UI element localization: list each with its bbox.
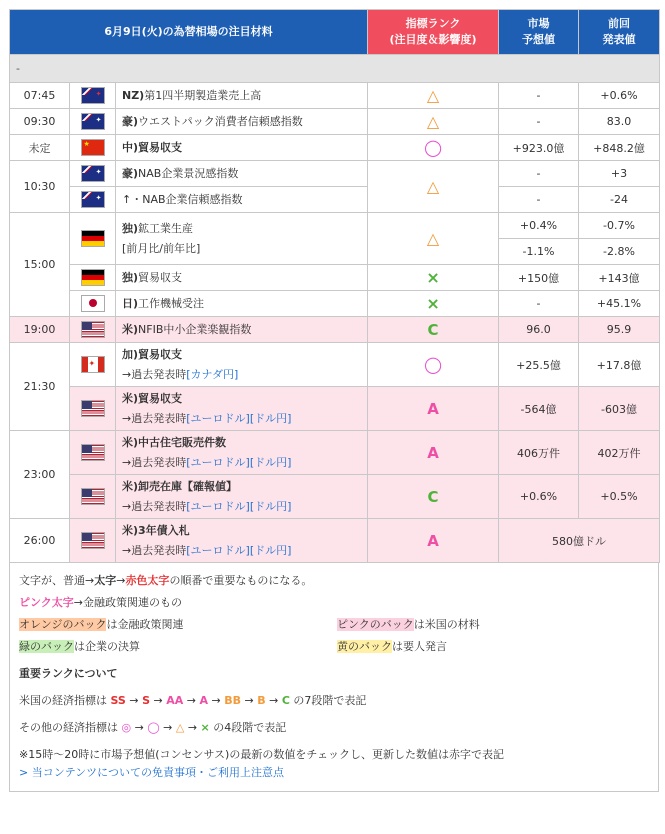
flag-au-icon (81, 165, 105, 182)
event-cell: 米)中古住宅販売件数 →過去発表時[ユーロドル][ドル円] (116, 431, 368, 475)
forecast-cell: 406万件 (499, 431, 579, 475)
table-row (10, 213, 660, 239)
rank-triangle-icon: △ (426, 228, 440, 248)
previous-cell: -24 (579, 187, 660, 213)
rank-cross-icon: × (426, 267, 440, 287)
flag-us-icon (81, 488, 105, 505)
event-cell: 独)貿易収支 (116, 265, 368, 291)
flag-de-icon (81, 269, 105, 286)
flag-us-icon (81, 400, 105, 417)
table-row (10, 317, 660, 343)
separator-row: - (10, 55, 660, 83)
time-cell: 26:00 (10, 519, 70, 563)
time-cell: 19:00 (10, 317, 70, 343)
usdjpy-link[interactable]: [ドル円] (249, 411, 292, 425)
forecast-cell: - (499, 187, 579, 213)
rank-triangle-icon: △ (426, 176, 440, 196)
flag-au-icon (81, 113, 105, 130)
time-cell: 09:30 (10, 109, 70, 135)
forecast-cell: +25.5億 (499, 343, 579, 387)
rank-a-badge: A (427, 443, 439, 462)
table-row (10, 291, 660, 317)
flag-nz-icon (81, 87, 105, 104)
table-row (10, 431, 660, 475)
legend-notes (9, 563, 659, 792)
forecast-cell: +0.6% (499, 475, 579, 519)
rank-c-badge: C (427, 320, 439, 339)
table-row (10, 387, 660, 431)
table-row (10, 83, 660, 109)
time-cell: 未定 (10, 135, 70, 161)
time-cell: 15:00 (10, 213, 70, 317)
previous-cell: +3 (579, 161, 660, 187)
rank-circle-icon: ◯ (424, 137, 442, 157)
rank-c-badge: C (427, 487, 439, 506)
previous-header (579, 10, 660, 55)
forecast-header-line2: 予想値 (522, 33, 556, 46)
forecast-cell: 580億ドル (499, 519, 660, 563)
event-cell: 米)NFIB中小企業楽観指数 (116, 317, 368, 343)
usdjpy-link[interactable]: [ドル円] (249, 543, 292, 557)
eurusd-link[interactable]: [ユーロドル] (186, 499, 250, 513)
event-cell: 日)工作機械受注 (116, 291, 368, 317)
forecast-cell: -1.1% (499, 239, 579, 265)
economic-calendar-table (9, 9, 660, 563)
previous-cell: +848.2億 (579, 135, 660, 161)
time-cell: 07:45 (10, 83, 70, 109)
forecast-cell: - (499, 161, 579, 187)
time-cell: 23:00 (10, 431, 70, 519)
previous-cell: 402万件 (579, 431, 660, 475)
previous-cell: 95.9 (579, 317, 660, 343)
table-row (10, 265, 660, 291)
table-row (10, 135, 660, 161)
event-cell: 独)鉱工業生産 [前月比/前年比] (116, 213, 368, 265)
eurusd-link[interactable]: [ユーロドル] (186, 455, 250, 469)
note-bg-row1: オレンジのバックは金融政策関連 ピンクのバックは米国の材料 (19, 618, 480, 631)
previous-cell: +0.5% (579, 475, 660, 519)
calendar-panel (9, 9, 659, 792)
flag-us-icon (81, 444, 105, 461)
event-cell: 加)貿易収支 →過去発表時[カナダ円] (116, 343, 368, 387)
flag-ca-icon (81, 356, 105, 373)
table-row (10, 343, 660, 387)
table-title: 6月9日(火)の為替相場の注目材料 (10, 10, 368, 55)
forecast-cell: +0.4% (499, 213, 579, 239)
previous-cell: -0.7% (579, 213, 660, 239)
flag-us-icon (81, 532, 105, 549)
header-row (10, 10, 660, 55)
usdjpy-link[interactable]: [ドル円] (249, 455, 292, 469)
note-pink-bold: ピンク太字→金融政策関連のもの (19, 596, 182, 609)
event-cell: ↑・NAB企業信頼感指数 (116, 187, 368, 213)
forecast-header-line1: 市場 (527, 17, 550, 30)
previous-cell: +45.1% (579, 291, 660, 317)
previous-header-line2: 発表値 (602, 33, 636, 46)
rank-a-badge: A (427, 399, 439, 418)
event-cell: 豪)ウエストパック消費者信頼感指数 (116, 109, 368, 135)
forecast-cell: +150億 (499, 265, 579, 291)
flag-au-icon (81, 191, 105, 208)
table-row (10, 187, 660, 213)
forecast-cell: +923.0億 (499, 135, 579, 161)
event-cell: 豪)NAB企業景況感指数 (116, 161, 368, 187)
cadjpy-link[interactable]: [カナダ円] (186, 367, 239, 381)
eurusd-link[interactable]: [ユーロドル] (186, 411, 250, 425)
event-cell: 中)貿易収支 (116, 135, 368, 161)
table-row (10, 475, 660, 519)
rank-cross-icon: × (426, 293, 440, 313)
previous-cell: +143億 (579, 265, 660, 291)
event-cell: 米)3年債入札 →過去発表時[ユーロドル][ドル円] (116, 519, 368, 563)
rank-a-badge: A (427, 531, 439, 550)
rank-header (368, 10, 499, 55)
note-other-ranks: その他の経済指標は ◎ → ◯ → △ → × の4段階で表記 (19, 721, 287, 734)
note-bg-row2: 緑のバックは企業の決算 黄のバックは要人発言 (19, 640, 447, 653)
previous-cell: +0.6% (579, 83, 660, 109)
note-text-weight: 文字が、普通→太字→赤色太字の順番で重要なものになる。 (19, 574, 313, 587)
previous-cell: -603億 (579, 387, 660, 431)
rank-triangle-icon: △ (426, 85, 440, 105)
event-cell: 米)貿易収支 →過去発表時[ユーロドル][ドル円] (116, 387, 368, 431)
flag-us-icon (81, 321, 105, 338)
rank-triangle-icon: △ (426, 111, 440, 131)
forecast-cell: - (499, 109, 579, 135)
note-us-ranks: 米国の経済指標は SS → S → AA → A → BB → B → C の7段階で表記 (19, 694, 367, 707)
forecast-header (499, 10, 579, 55)
rank-circle-icon: ◯ (424, 354, 442, 374)
flag-de-icon (81, 230, 105, 247)
previous-cell: 83.0 (579, 109, 660, 135)
previous-cell: +17.8億 (579, 343, 660, 387)
forecast-cell: - (499, 83, 579, 109)
rank-header-line2: (注目度＆影響度) (389, 33, 477, 46)
table-row (10, 519, 660, 563)
previous-header-line1: 前回 (608, 17, 631, 30)
table-row (10, 161, 660, 187)
forecast-cell: 96.0 (499, 317, 579, 343)
forecast-cell: - (499, 291, 579, 317)
disclaimer-link[interactable]: > 当コンテンツについての免責事項・ご利用上注意点 (19, 766, 284, 779)
event-cell: NZ)第1四半期製造業売上高 (116, 83, 368, 109)
previous-cell: -2.8% (579, 239, 660, 265)
forecast-cell: -564億 (499, 387, 579, 431)
time-cell: 10:30 (10, 161, 70, 213)
event-cell: 米)卸売在庫【確報値】 →過去発表時[ユーロドル][ドル円] (116, 475, 368, 519)
eurusd-link[interactable]: [ユーロドル] (186, 543, 250, 557)
time-cell: 21:30 (10, 343, 70, 431)
flag-cn-icon (81, 139, 105, 156)
rank-header-line1: 指標ランク (405, 17, 461, 30)
usdjpy-link[interactable]: [ドル円] (249, 499, 292, 513)
table-row (10, 109, 660, 135)
rank-title: 重要ランクについて (19, 667, 118, 680)
note-footnote: ※15時～20時に市場予想値(コンセンサス)の最新の数値をチェックし、更新した数値は赤字で表記 (19, 748, 505, 761)
flag-jp-icon (81, 295, 105, 312)
